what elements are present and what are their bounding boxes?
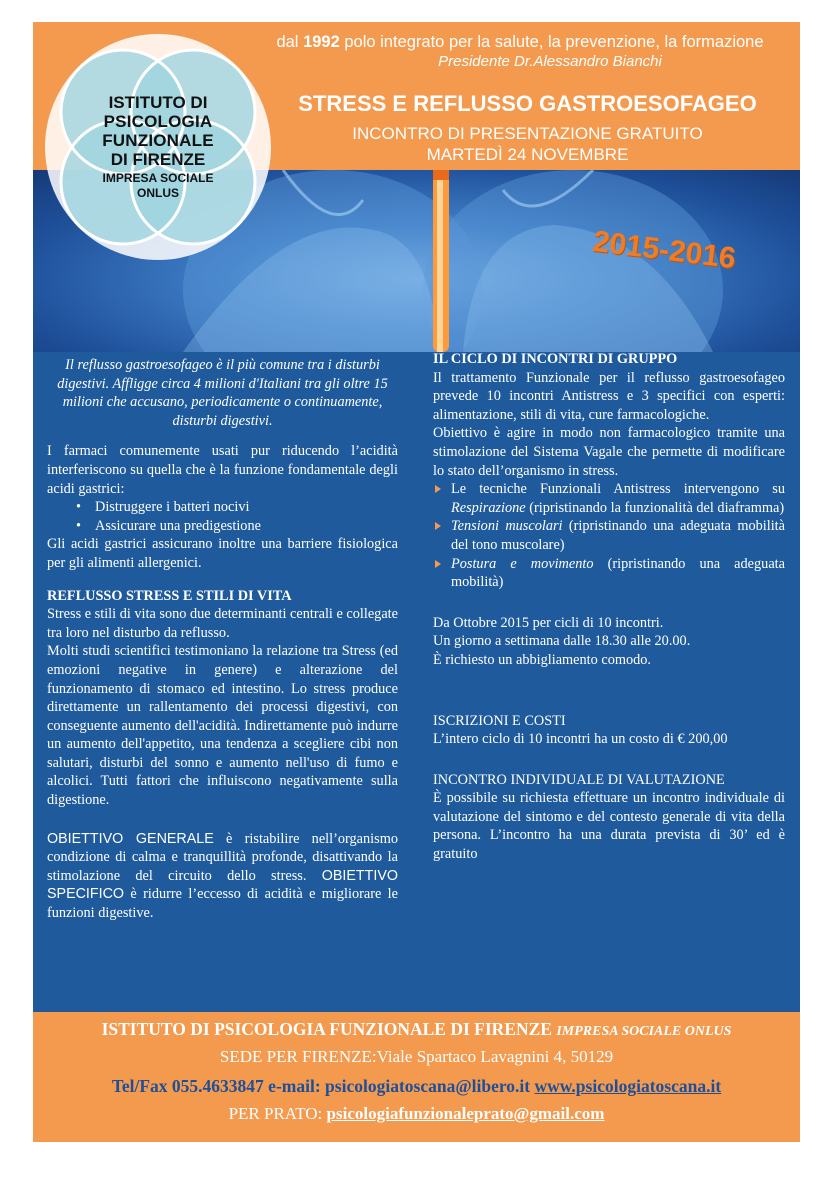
event-subtitle — [255, 123, 800, 165]
obj-specific-label: OBIETTIVO SPECIFICO — [47, 867, 398, 903]
institute-suffix: IMPRESA SOCIALE ONLUS — [556, 1024, 732, 1039]
subtitle-line-2: MARTEDÌ 24 NOVEMBRE — [426, 145, 629, 164]
objectives-paragraph — [47, 830, 398, 923]
obj-general-label: OBIETTIVO GENERALE — [47, 830, 214, 847]
footer-institute — [33, 1019, 800, 1040]
list-item — [433, 555, 785, 592]
intro-text: Il reflusso gastroesofageo è il più comune tra i disturbi digestivi. Affligge circa 4 milioni d'Italiani tra gli oltre 15 milioni che accusano, periodicamente o continuamente, disturbi digestivi. — [57, 357, 388, 429]
schedule-block — [433, 614, 785, 670]
list-item: • Assicurare una predigestione — [95, 517, 398, 536]
tagline-year: 1992 — [303, 33, 340, 51]
arrow-bullet-icon — [435, 522, 441, 530]
stress-paragraph-2: Molti studi scientifici testimoniano la relazione tra Stress (ed emozioni negative in genere) e alterazione del funzionamento di stomaco ed intestino. Lo stress produce direttamente un rallentamento dei processi digestivi, con conseguente aumento dell'acidità. Indirettamente può indurre un aumento dell'appetito, una tendenza a scegliere cibi non salutari, disturbi del sonno e aumento nell'uso di fumo e alcolici. Tutti fattori che influiscono negativamente sulla digestione. — [47, 643, 398, 809]
logo-line-2: PSICOLOGIA FUNZIONALE — [102, 112, 214, 150]
footer-contacts — [33, 1076, 800, 1097]
website-link[interactable]: www.psicologiatoscana.it — [534, 1076, 722, 1096]
acid-functions-list — [47, 498, 398, 535]
left-column — [47, 356, 398, 923]
cycle-paragraph-2: Obiettivo è agire in modo non farmacologico tramite una stimolazione del Sistema Vagale che permette di modificare lo stato dell’organismo in stress. — [433, 425, 785, 479]
technique-text: (ripristinando una adeguata mobilità del tono muscolare) — [451, 518, 785, 553]
tagline — [240, 32, 800, 52]
subtitle-line-1: INCONTRO DI PRESENTAZIONE GRATUITO — [352, 124, 703, 143]
footer-prato — [33, 1104, 800, 1124]
individual-text: È possibile su richiesta effettuare un incontro individuale di valutazione del sintomo e del contesto generale di vita della persona. L’incontro ha una durata prevista di 30’ ed è gratuito — [433, 790, 785, 863]
individual-heading: INCONTRO INDIVIDUALE DI VALUTAZIONE — [433, 771, 725, 788]
prato-label: PER PRATO: — [228, 1104, 327, 1123]
obj-general-text: è ristabilire nell’organismo condizione di calma e tranquillità profonde, disattivando la stimolazione del circuito dello stress. — [47, 830, 398, 884]
list-item — [433, 517, 785, 554]
techniques-list — [433, 480, 785, 592]
technique-name: Tensioni muscolari — [451, 518, 563, 535]
logo-text — [55, 93, 261, 200]
list-item — [433, 480, 785, 517]
years-label: 2015-2016 — [590, 225, 738, 276]
arrow-bullet-icon — [435, 560, 441, 568]
technique-name: Respirazione — [451, 499, 526, 516]
schedule-line: È richiesto un abbigliamento comodo. — [433, 651, 651, 668]
drugs-paragraph: I farmaci comunemente usati pur riducendo l’acidità interferiscono su quella che è la funzione fondamentale degli acidi gastrici: — [47, 443, 398, 497]
obj-specific-text: è ridurre l’eccesso di acidità e migliorare le funzioni digestive. — [47, 886, 398, 922]
barrier-paragraph: Gli acidi gastrici assicurano inoltre una barriere fisiologica per gli alimenti allergenici. — [47, 536, 398, 571]
logo-line-3: DI FIRENZE — [110, 150, 206, 169]
costs-heading: ISCRIZIONI E COSTI — [433, 712, 566, 729]
costs-text: L’intero ciclo di 10 incontri ha un costo di € 200,00 — [433, 731, 728, 748]
logo-line-4: IMPRESA SOCIALE — [102, 171, 214, 185]
page-title: STRESS E REFLUSSO GASTROESOFAGEO — [298, 91, 757, 116]
schedule-line: Da Ottobre 2015 per cicli di 10 incontri. — [433, 614, 664, 631]
individual-block — [433, 771, 785, 864]
stress-paragraph-1: Stress e stili di vita sono due determinanti centrali e collegate tra loro nel disturbo da reflusso. — [47, 606, 398, 641]
right-column — [433, 350, 785, 864]
costs-block — [433, 712, 785, 749]
tagline-pre: dal — [276, 33, 304, 51]
logo-line-5: ONLUS — [137, 186, 179, 200]
tagline-post: polo integrato per la salute, la prevenzione, la formazione — [339, 33, 764, 51]
stress-heading: REFLUSSO STRESS E STILI DI VITA — [47, 587, 292, 604]
institute-name: ISTITUTO DI PSICOLOGIA FUNZIONALE DI FIRENZE — [101, 1019, 557, 1039]
footer-address: SEDE PER FIRENZE:Viale Spartaco Lavagnini 4, 50129 — [219, 1047, 614, 1066]
schedule-line: Un giorno a settimana dalle 18.30 alle 20.00. — [433, 633, 691, 650]
prato-email-link[interactable]: psicologiafunzionaleprato@gmail.com — [326, 1104, 605, 1123]
technique-text: Le tecniche Funzionali Antistress intervengono su — [451, 481, 785, 498]
president-line: Presidente Dr.Alessandro Bianchi — [438, 53, 662, 70]
technique-text: (ripristinando una adeguata mobilità) — [451, 555, 785, 591]
email-link[interactable]: psicologiatoscana@libero.it — [325, 1076, 531, 1096]
list-item: • Distruggere i batteri nocivi — [95, 498, 398, 517]
technique-name: Postura e movimento — [451, 555, 594, 572]
logo-line-1: ISTITUTO DI — [108, 93, 208, 112]
contact-phone: Tel/Fax 055.4633847 e-mail: — [111, 1076, 326, 1096]
cycle-paragraph-1: Il trattamento Funzionale per il reflusso gastroesofageo prevede 10 incontri Antistress e 3 specifici con esperti: alimentazione, stili di vita, cure farmacologiche. — [433, 369, 785, 423]
arrow-bullet-icon — [435, 485, 441, 493]
technique-text: (ripristinando la funzionalità del diaframma) — [525, 499, 785, 516]
cycle-heading: IL CICLO DI INCONTRI DI GRUPPO — [433, 351, 678, 367]
